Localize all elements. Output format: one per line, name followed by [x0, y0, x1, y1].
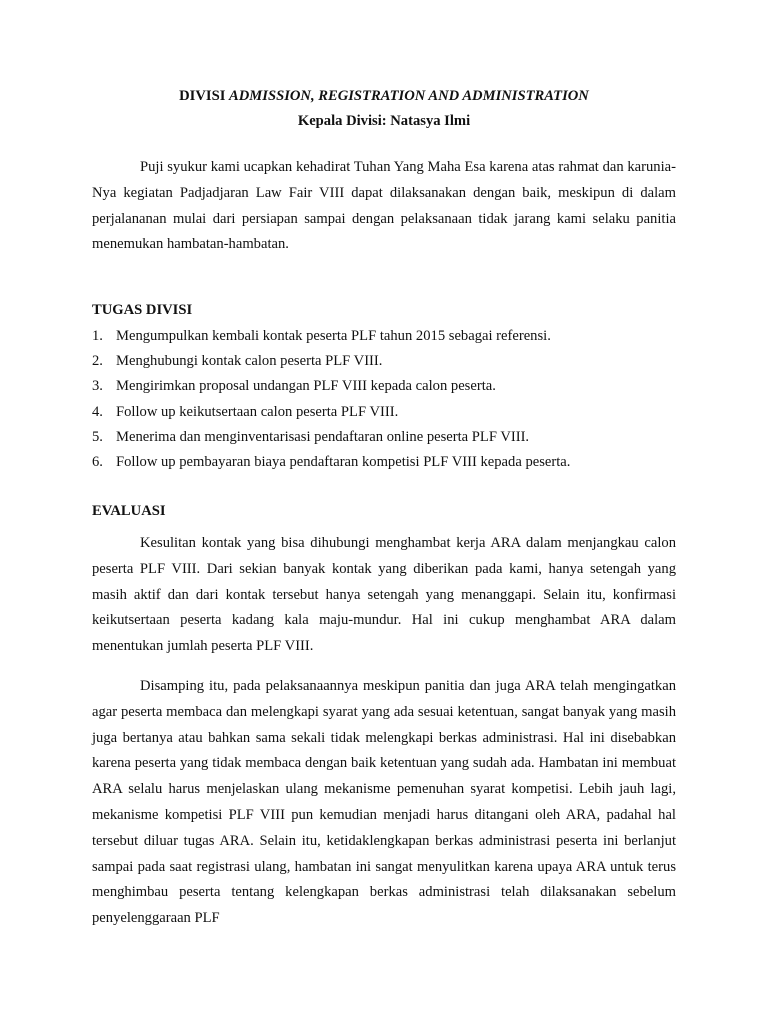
list-item: [92, 374, 676, 399]
list-item: [92, 450, 676, 475]
evaluasi-paragraph-1: Kesulitan kontak yang bisa dihubungi menghambat kerja ARA dalam menjangkau calon peserta PLF VIII. Dari sekian banyak kontak yang diberikan pada kami, hanya setengah yang masih aktif dan dari kontak tersebut hanya setengah yang menanggapi. Selain itu, konfirmasi keikutsertaan peserta kadang kala maju-mundur. Hal ini cukup menghambat ARA dalam menentukan jumlah peserta PLF VIII.: [92, 535, 676, 655]
list-item-number: 3.: [92, 378, 103, 395]
list-item-number: 2.: [92, 353, 103, 370]
list-item-number: 1.: [92, 327, 103, 344]
list-item: [92, 400, 676, 425]
title-division-name: ADMISSION, REGISTRATION AND ADMINISTRATION: [229, 88, 589, 104]
tugas-heading: TUGAS DIVISI: [92, 302, 193, 319]
list-item-number: 6.: [92, 454, 103, 470]
intro-paragraph: Puji syukur kami ucapkan kehadirat Tuhan Yang Maha Esa karena atas rahmat dan karunia-Nya kegiatan Padjadjaran Law Fair VIII dapat dilaksanakan dengan baik, meskipun di dalam perjalananan mulai dari persiapan sampai dengan pelaksanaan tidak jarang kami selaku panitia menemukan hambatan-hambatan.: [92, 159, 676, 253]
list-item-number: 4.: [92, 403, 103, 420]
document-title: [92, 86, 676, 106]
list-item-number: 5.: [92, 428, 103, 445]
list-item: [92, 349, 676, 374]
list-item: [92, 425, 676, 450]
list-item-text: Mengirimkan proposal undangan PLF VIII kepada calon peserta.: [116, 378, 496, 395]
title-prefix: DIVISI: [179, 88, 230, 104]
evaluasi-paragraph-2: Disamping itu, pada pelaksanaannya meskipun panitia dan juga ARA telah mengingatkan agar peserta membaca dan melengkapi syarat yang ada sesuai ketentuan, sangat banyak yang masih juga bertanya atau bahkan sama sekali tidak melengkapi berkas administrasi. Hal ini disebabkan karena peserta yang tidak membaca dengan baik ketentuan yang sudah ada. Hambatan ini membuat ARA selalu harus menjelaskan ulang mekanisme pemenuhan syarat kompetisi. Lebih jauh lagi, mekanisme kompetisi PLF VIII pun kemudian menjadi harus ditangani oleh ARA, padahal hal tersebut diluar tugas ARA. Selain itu, ketidaklengkapan berkas administrasi peserta ini berlanjut sampai pada saat registrasi ulang, hambatan ini sangat menyulitkan karena upaya ARA untuk terus menghimbau peserta tentang kelengkapan berkas administrasi telah dilaksanakan sebelum penyelenggaraan PLF: [92, 677, 676, 927]
list-item-text: Menghubungi kontak calon peserta PLF VIII.: [116, 353, 383, 370]
list-item-text: Mengumpulkan kembali kontak peserta PLF tahun 2015 sebagai referensi.: [116, 327, 551, 344]
task-list: [92, 324, 676, 475]
document-page: [92, 86, 676, 932]
list-item-text: Follow up keikutsertaan calon peserta PLF VIII.: [116, 403, 399, 420]
division-head: Kepala Divisi: Natasya Ilmi: [297, 113, 471, 129]
list-item-text: Follow up pembayaran biaya pendaftaran kompetisi PLF VIII kepada peserta.: [116, 454, 571, 470]
list-item: [92, 324, 676, 349]
list-item-text: Menerima dan menginventarisasi pendaftaran online peserta PLF VIII.: [116, 428, 530, 445]
evaluasi-heading: EVALUASI: [92, 503, 166, 520]
